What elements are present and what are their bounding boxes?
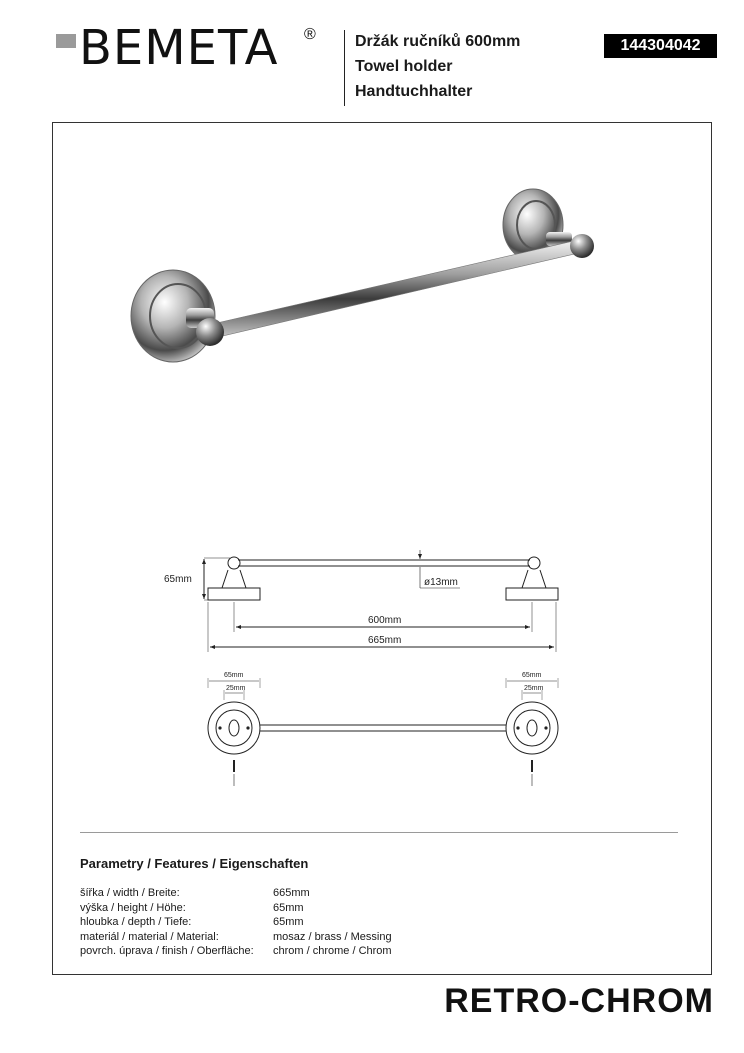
- feature-row-width: [80, 886, 392, 901]
- brand-name: BEMETA: [79, 20, 279, 76]
- rosette-width-left: 65mm: [224, 672, 244, 679]
- feature-row-finish: [80, 944, 392, 959]
- header-divider: [344, 30, 345, 106]
- title-german: Handtuchhalter: [355, 83, 473, 100]
- feature-label: šířka / width / Breite:: [80, 887, 180, 899]
- feature-label: materiál / material / Material:: [80, 930, 219, 943]
- height-dimension-label: 65mm: [164, 574, 192, 585]
- technical-drawing: [160, 550, 580, 790]
- brand-logo: [56, 22, 326, 80]
- feature-value: 665mm: [273, 887, 310, 899]
- hole-spacing-left: 25mm: [226, 685, 246, 692]
- title-czech: Držák ručníků 600mm: [355, 33, 521, 50]
- feature-row-material: [80, 930, 392, 945]
- product-photo: [128, 180, 608, 380]
- feature-value: 65mm: [273, 916, 304, 928]
- feature-label: povrch. úprava / finish / Oberfläche:: [80, 945, 254, 957]
- diameter-dimension-label: ø13mm: [424, 577, 458, 588]
- feature-value: chrom / chrome / Chrom: [273, 945, 392, 957]
- logo-square: [56, 34, 76, 48]
- features-table: [80, 886, 392, 959]
- feature-row-depth: [80, 915, 392, 930]
- title-english: Towel holder: [355, 58, 453, 75]
- inner-width-label: 600mm: [368, 615, 402, 626]
- product-titles: [355, 29, 520, 104]
- features-heading: Parametry / Features / Eigenschaften: [80, 856, 309, 871]
- rosette-width-right: 65mm: [522, 672, 542, 679]
- feature-value: 65mm: [273, 901, 304, 914]
- product-code-badge: 144304042: [604, 34, 717, 58]
- hole-spacing-right: 25mm: [524, 685, 544, 692]
- total-width-label: 665mm: [368, 635, 402, 646]
- section-divider: [80, 832, 678, 833]
- series-name: RETRO-CHROM: [444, 982, 714, 1020]
- feature-label: hloubka / depth / Tiefe:: [80, 916, 192, 928]
- feature-label: výška / height / Höhe:: [80, 901, 186, 914]
- registered-mark: ®: [304, 26, 316, 43]
- feature-value: mosaz / brass / Messing: [273, 930, 392, 943]
- feature-row-height: [80, 901, 392, 916]
